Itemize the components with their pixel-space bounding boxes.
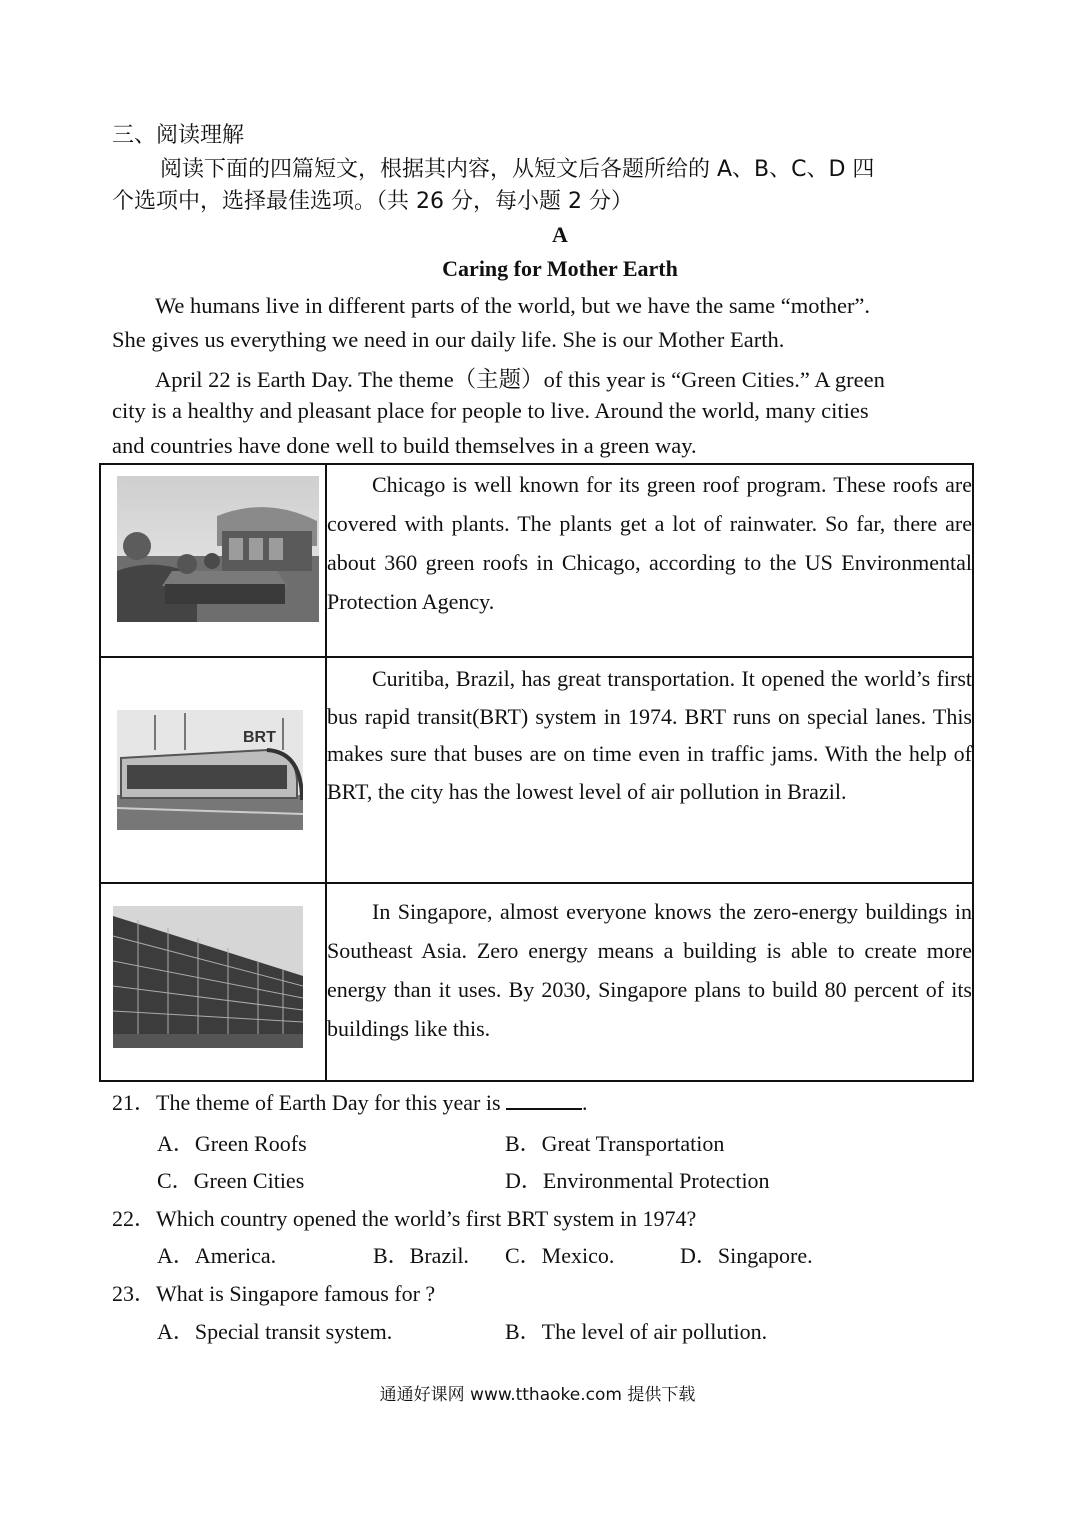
passage-line: April 22 is Earth Day. The theme（主题）of this year is “Green Cities.” A green (155, 367, 885, 392)
question-21 (112, 1086, 588, 1117)
option-c[interactable]: C．Mexico. (505, 1243, 615, 1268)
passage-title: Caring for Mother Earth (442, 256, 678, 281)
image-cell (100, 464, 326, 657)
question-23: 23．What is Singapore famous for ? (112, 1281, 436, 1306)
passage-line: city is a healthy and pleasant place for people to live. Around the world, many cities (112, 398, 869, 423)
brt-sign: BRT (243, 729, 276, 746)
option-a[interactable]: A．America. (157, 1243, 277, 1268)
question-stem-end: . (582, 1090, 588, 1115)
chicago-paragraph: Chicago is well known for its green roof program. These roofs are covered with plants. The plants get a lot of rainwater. So far, there are about 360 green roofs in Chicago, according to the US Environmental Protection Agency. (327, 472, 972, 614)
image-cell (100, 883, 326, 1081)
brt-bus-station-photo (117, 710, 303, 830)
table-row (100, 657, 973, 883)
singapore-paragraph: In Singapore, almost everyone knows the zero-energy buildings in Southeast Asia. Zero energy means a building is able to create more energy than it uses. By 2030, Singapore plans to build 80 percent of its buildings like this. (327, 899, 972, 1041)
instruction-line-2: 个选项中，选择最佳选项。（共 26 分，每小题 2 分） (112, 189, 633, 214)
instruction-line-1: 阅读下面的四篇短文，根据其内容，从短文后各题所给的 A、B、C、D 四 (160, 157, 875, 182)
section-heading: 三、阅读理解 (112, 123, 245, 148)
table-row (100, 464, 973, 657)
text-cell (326, 657, 973, 883)
image-cell (100, 657, 326, 883)
footer-text: 通通好课网 www.tthaoke.com 提供下载 (379, 1385, 696, 1405)
green-roof-building-photo (117, 476, 319, 622)
text-cell (326, 883, 973, 1081)
question-stem: 21．The theme of Earth Day for this year is (112, 1090, 501, 1115)
question-22: 22．Which country opened the world’s first BRT system in 1974? (112, 1206, 697, 1231)
option-c[interactable]: C．Green Cities (157, 1168, 305, 1193)
answer-blank (506, 1090, 582, 1110)
passage-label: A (552, 222, 568, 247)
option-d[interactable]: D．Singapore. (680, 1243, 813, 1268)
solar-panels-photo (113, 906, 303, 1048)
option-a[interactable]: A．Special transit system. (157, 1319, 393, 1344)
option-b[interactable]: B．The level of air pollution. (505, 1319, 768, 1344)
passage-line: She gives us everything we need in our daily life. She is our Mother Earth. (112, 327, 785, 352)
passage-line: and countries have done well to build themselves in a green way. (112, 433, 697, 458)
city-info-table (99, 463, 974, 1082)
table-row (100, 883, 973, 1081)
option-b[interactable]: B．Brazil. (373, 1243, 469, 1268)
option-a[interactable]: A．Green Roofs (157, 1131, 307, 1156)
option-d[interactable]: D．Environmental Protection (505, 1168, 770, 1193)
text-cell (326, 464, 973, 657)
curitiba-paragraph: Curitiba, Brazil, has great transportation. It opened the world’s first bus rapid transit(BRT) system in 1974. BRT runs on special lanes. This makes sure that buses are on time even in traffic jams. With the help of BRT, the city has the lowest level of air pollution in Brazil. (327, 666, 972, 804)
passage-line: We humans live in different parts of the world, but we have the same “mother”. (155, 293, 871, 318)
option-b[interactable]: B．Great Transportation (505, 1131, 725, 1156)
